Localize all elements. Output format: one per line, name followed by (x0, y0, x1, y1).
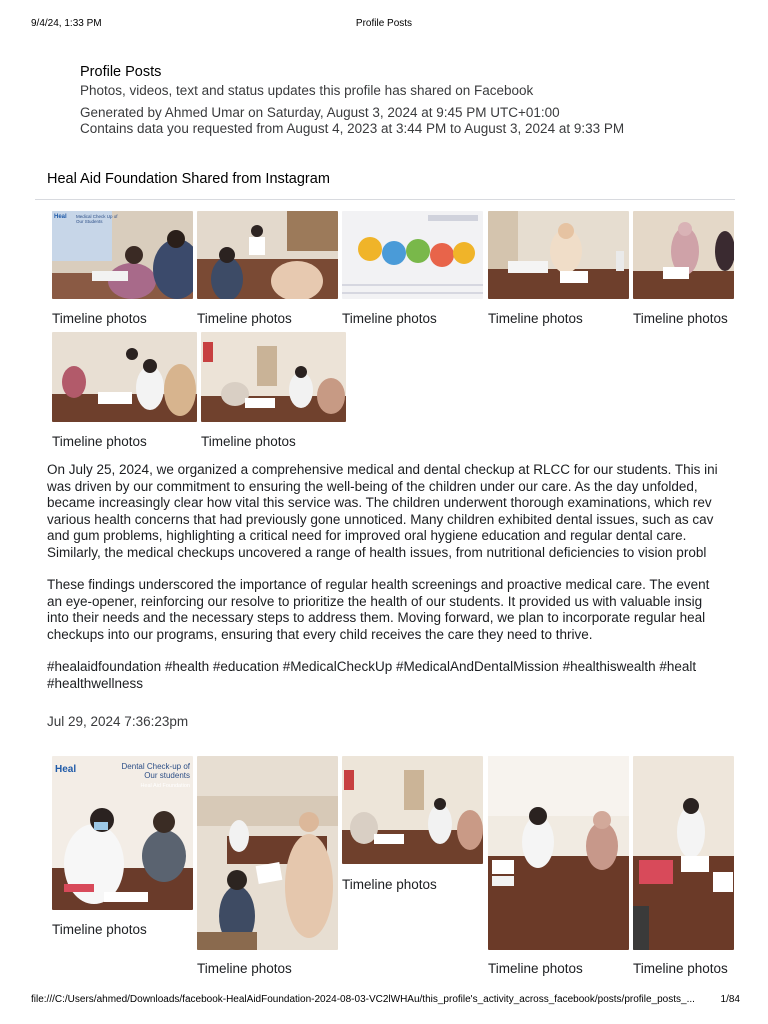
photo-caption: Timeline photos (52, 922, 147, 937)
timeline-photo[interactable] (342, 211, 483, 299)
photo-caption: Timeline photos (342, 877, 437, 892)
overlay-org: Heal Aid Foundation (140, 783, 190, 789)
photo-image (197, 211, 338, 299)
timeline-photo[interactable] (197, 211, 338, 299)
hashtag-line: #healaidfoundation #health #education #MedicalCheckUp #MedicalAndDentalMission #healthiswealth #healt (47, 659, 697, 674)
file-path: file:///C:/Users/ahmed/Downloads/facebook-HealAidFoundation-2024-08-03-VC2lWHAu/this_profile's_activity_across_facebook/posts/profile_posts_... (31, 994, 695, 1005)
photo-image (342, 756, 483, 864)
print-title: Profile Posts (355, 18, 413, 29)
post-timestamp: Jul 29, 2024 7:36:23pm (47, 714, 189, 729)
post-line: These findings underscored the importance of regular health screenings and proactive medical care. The event (47, 577, 710, 592)
post-line: and gum problems, highlighting a critical need for improved oral hygiene education and regular dental care. (47, 528, 687, 543)
post-line: an eye-opener, reinforcing our resolve to prioritize the health of our students. It provided us with valuable insig (47, 593, 703, 609)
section-divider (35, 199, 735, 200)
photo-caption: Timeline photos (197, 311, 292, 326)
photo-caption: Timeline photos (52, 434, 147, 449)
photo-image (488, 211, 629, 299)
photo-image (342, 211, 483, 299)
post-text (47, 462, 735, 692)
photo-caption: Timeline photos (488, 961, 583, 976)
photo-caption: Timeline photos (633, 311, 728, 326)
photo-image (633, 756, 734, 950)
timeline-photo[interactable] (52, 756, 193, 910)
timeline-photo[interactable] (342, 756, 483, 864)
profile-title: Profile Posts (80, 64, 162, 80)
post-line: into their needs and the necessary steps to address them. Moving forward, we plan to incorporate regular heal (47, 610, 706, 625)
photo-image (52, 211, 193, 299)
post-line: checkups into our programs, ensuring that every child receives the care they need to thrive. (47, 626, 593, 642)
profile-header (80, 64, 740, 137)
photo-image (52, 332, 197, 422)
photo-caption: Timeline photos (633, 961, 728, 976)
photo-caption: Timeline photos (52, 311, 147, 326)
post-heading: Heal Aid Foundation Shared from Instagram (47, 171, 330, 187)
post-line: was driven by our commitment to ensuring the well-being of the children under our care. As the day unfolded, (47, 478, 698, 494)
hashtag-line: #healthwellness (47, 675, 144, 691)
timeline-photo[interactable] (52, 332, 197, 422)
print-datetime: 9/4/24, 1:33 PM (31, 18, 102, 29)
photo-caption: Timeline photos (342, 311, 437, 326)
timeline-photo[interactable] (201, 332, 346, 422)
photo-image (201, 332, 346, 422)
overlay-title: Dental Check-up of Our students (121, 762, 190, 780)
profile-subtitle: Photos, videos, text and status updates this profile has shared on Facebook (80, 83, 534, 98)
heal-logo: Heal (55, 764, 77, 775)
timeline-photo[interactable] (488, 756, 629, 950)
timeline-photo[interactable] (52, 211, 193, 299)
timeline-photo[interactable] (197, 756, 338, 950)
page-number: 1/84 (720, 994, 740, 1005)
timeline-photo[interactable] (633, 756, 734, 950)
timeline-photo[interactable] (488, 211, 629, 299)
heal-logo: Heal (54, 214, 67, 220)
photo-caption: Timeline photos (197, 961, 292, 976)
photo-caption: Timeline photos (201, 434, 296, 449)
generated-info: Generated by Ahmed Umar on Saturday, August 3, 2024 at 9:45 PM UTC+01:00 (80, 105, 560, 120)
photo-caption: Timeline photos (488, 311, 583, 326)
post-line: various health concerns that had previously gone unnoticed. Many children exhibited dental issues, such as cav (47, 511, 714, 527)
photo-image (633, 211, 734, 299)
photo-image (488, 756, 629, 950)
post-line: became increasingly clear how vital this service was. The children underwent thorough examinations, which rev (47, 495, 712, 510)
post-line: On July 25, 2024, we organized a comprehensive medical and dental checkup at RLCC for our students. This ini (47, 462, 718, 477)
photo-image (197, 756, 338, 950)
overlay-title: Medical Check Up of Our Students (76, 214, 118, 224)
data-range: Contains data you requested from August 4, 2023 at 3:44 PM to August 3, 2024 at 9:33 PM (80, 121, 625, 136)
timeline-photo[interactable] (633, 211, 734, 299)
post-line: Similarly, the medical checkups uncovered a range of health issues, from nutritional deficiencies to vision probl (47, 544, 707, 560)
